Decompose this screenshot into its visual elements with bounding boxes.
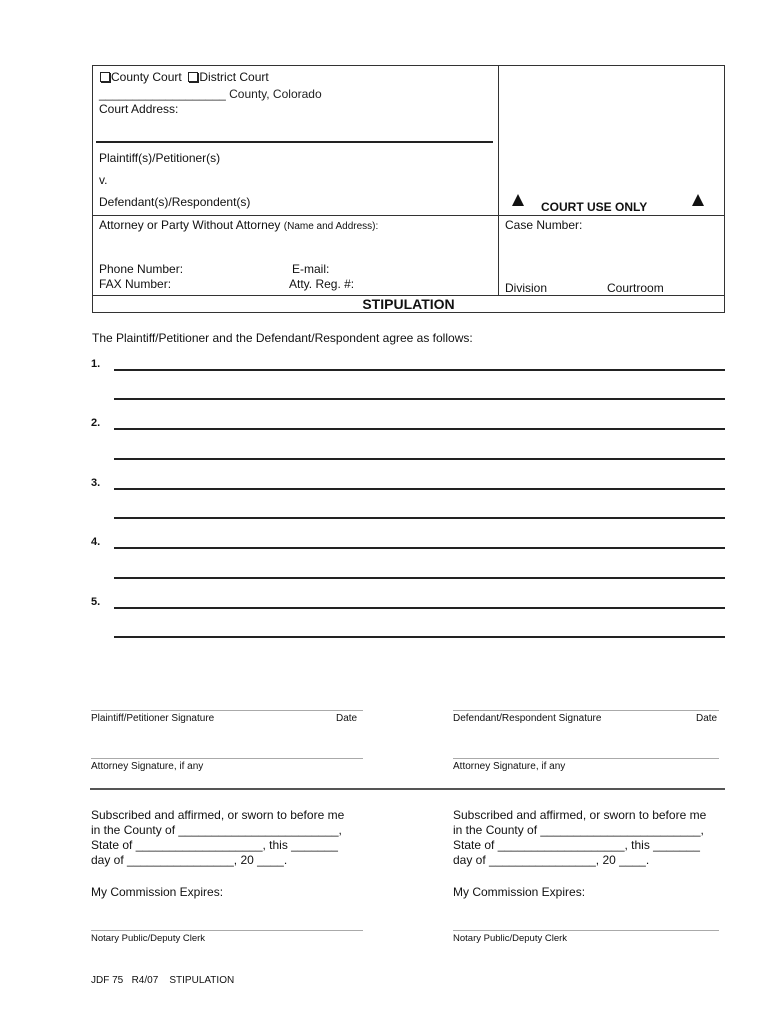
- item-line[interactable]: [114, 428, 725, 430]
- notary-left-signature-line[interactable]: [91, 930, 363, 931]
- item-line[interactable]: [114, 398, 725, 400]
- up-triangle-icon: [512, 194, 524, 206]
- district-court-label: District Court: [199, 70, 269, 84]
- item-line[interactable]: [114, 488, 725, 490]
- defendant-signature-line[interactable]: [453, 710, 719, 711]
- attorney-label: Attorney or Party Without Attorney: [99, 218, 281, 232]
- notary-right-line1: Subscribed and affirmed, or sworn to before me: [453, 808, 707, 822]
- item-number: 2.: [91, 417, 101, 429]
- plaintiff-attorney-signature-label: Attorney Signature, if any: [91, 761, 204, 772]
- plaintiff-label: Plaintiff(s)/Petitioner(s): [99, 151, 221, 165]
- address-rule: [96, 141, 493, 143]
- notary-right-line2[interactable]: in the County of ________________________,: [453, 823, 704, 837]
- notary-right-line3[interactable]: State of ___________________, this _______: [453, 838, 700, 852]
- district-court-checkbox[interactable]: [188, 72, 198, 82]
- attorney-label-row: [99, 218, 378, 233]
- up-triangle-icon: [692, 194, 704, 206]
- case-number-label: Case Number:: [505, 218, 583, 232]
- attorney-note: (Name and Address):: [283, 221, 379, 232]
- court-type-row: [100, 70, 269, 84]
- defendant-attorney-signature-line[interactable]: [453, 758, 719, 759]
- item-number: 1.: [91, 358, 101, 370]
- form-footer: JDF 75 R4/07 STIPULATION: [91, 975, 235, 986]
- item-number: 5.: [91, 596, 101, 608]
- courtroom-label: Courtroom: [607, 281, 664, 295]
- plaintiff-signature-label: Plaintiff/Petitioner Signature: [91, 713, 215, 724]
- caption-rule-left: [92, 215, 499, 216]
- item-number: 3.: [91, 477, 101, 489]
- defendant-date-label: Date: [696, 713, 718, 724]
- item-line[interactable]: [114, 577, 725, 579]
- fax-label: FAX Number:: [99, 277, 172, 291]
- caption-rule-right: [498, 215, 725, 216]
- page-title: STIPULATION: [362, 296, 455, 312]
- item-line[interactable]: [114, 607, 725, 609]
- notary-left-commission: My Commission Expires:: [91, 885, 224, 899]
- notary-right-commission: My Commission Expires:: [453, 885, 586, 899]
- defendant-signature-label: Defendant/Respondent Signature: [453, 713, 602, 724]
- notary-right-line4[interactable]: day of ________________, 20 ____.: [453, 853, 650, 867]
- versus-label: v.: [99, 173, 108, 187]
- phone-label: Phone Number:: [99, 262, 184, 276]
- notary-left-line2[interactable]: in the County of ________________________,: [91, 823, 342, 837]
- caption-box: [92, 65, 725, 313]
- notary-left-line3[interactable]: State of ___________________, this _______: [91, 838, 338, 852]
- court-use-only-label: COURT USE ONLY: [541, 200, 648, 214]
- caption-divider: [498, 65, 499, 295]
- county-court-label: County Court: [111, 70, 182, 84]
- item-line[interactable]: [114, 369, 725, 371]
- intro-text: The Plaintiff/Petitioner and the Defendant/Respondent agree as follows:: [92, 331, 473, 345]
- email-label: E-mail:: [292, 262, 330, 276]
- division-label: Division: [505, 281, 548, 295]
- plaintiff-attorney-signature-line[interactable]: [91, 758, 363, 759]
- notary-right-signature-line[interactable]: [453, 930, 719, 931]
- item-line[interactable]: [114, 547, 725, 549]
- defendant-attorney-signature-label: Attorney Signature, if any: [453, 761, 566, 772]
- notary-left-line4[interactable]: day of ________________, 20 ____.: [91, 853, 288, 867]
- atty-reg-label: Atty. Reg. #:: [289, 277, 355, 291]
- notary-right-clerk-label: Notary Public/Deputy Clerk: [453, 933, 568, 944]
- county-line[interactable]: ___________________ County, Colorado: [99, 87, 322, 101]
- plaintiff-signature-line[interactable]: [91, 710, 363, 711]
- item-line[interactable]: [114, 517, 725, 519]
- defendant-label: Defendant(s)/Respondent(s): [99, 195, 251, 209]
- notary-separator: [90, 788, 725, 790]
- notary-left-line1: Subscribed and affirmed, or sworn to before me: [91, 808, 345, 822]
- item-line[interactable]: [114, 636, 725, 638]
- item-number: 4.: [91, 536, 101, 548]
- county-court-checkbox[interactable]: [100, 72, 110, 82]
- item-line[interactable]: [114, 458, 725, 460]
- plaintiff-date-label: Date: [336, 713, 358, 724]
- notary-left-clerk-label: Notary Public/Deputy Clerk: [91, 933, 206, 944]
- court-address-label: Court Address:: [99, 102, 179, 116]
